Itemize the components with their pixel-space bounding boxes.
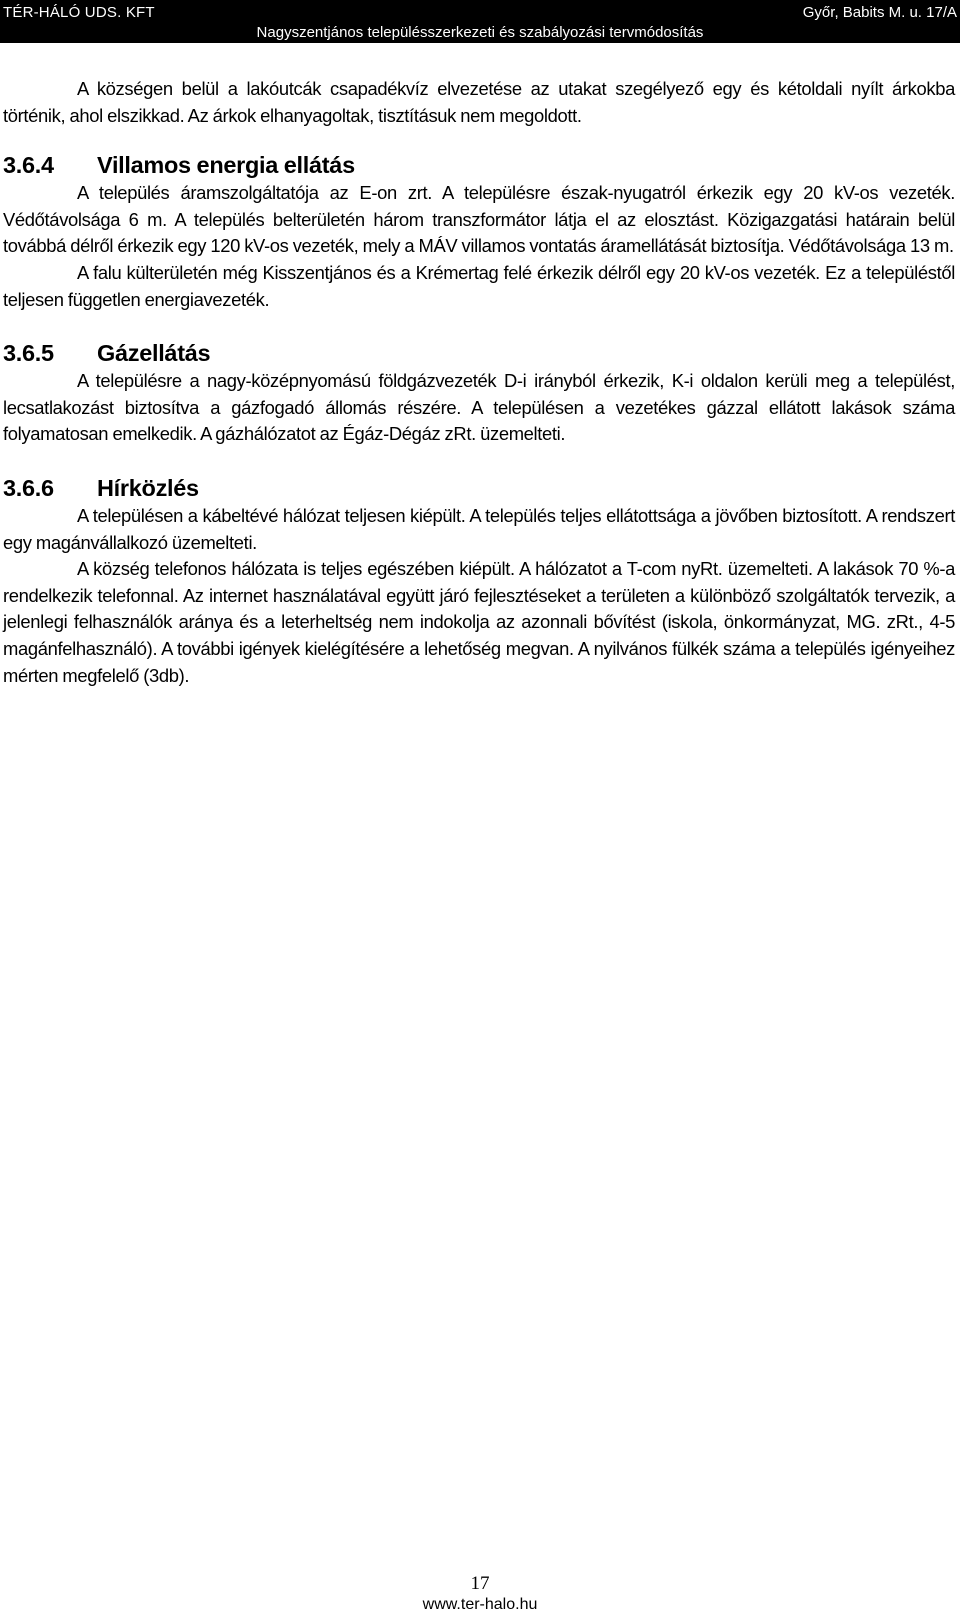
paragraph: A település áramszolgáltatója az E-on zrt. A településre észak-nyugatról érkezik egy 20 kV-os vezeték. Védőtávolsága 6 m. A település belterületén három transzformátor látja el az elosztást. Közigazgatási határain belül továbbá délről érkezik egy 120 kV-os vezeték, mely a MÁV villamos vontatás áramellátását biztosítja. Védőtávolsága 13 m. [3,182,955,257]
paragraph: A településre a nagy-középnyomású földgázvezeték D-i irányból érkezik, K-i oldalon kerüli meg a települést, lecsatlakozást biztosítva a gázfogadó állomás részére. A településen a vezetékes gázzal ellátott lakások száma folyamatosan emelkedik. A gázhálózatot az Égáz-Dégáz zRt. üzemelteti. [3,370,955,445]
section-number: 3.6.5 [3,340,54,367]
section-number: 3.6.4 [3,152,54,179]
paragraph: A község telefonos hálózata is teljes egészében kiépült. A hálózatot a T-com nyRt. üzemelteti. A lakások 70 %-a rendelkezik telefonnal. Az internet használatával együtt járó fejlesztéseket a területen a különböző szolgáltatók tervezik, a jelenlegi felhasználók aránya és a leterheltség nem indokolja az azonnali bővítést (iskola, önkormányzat, MG. zRt., 4-5 magánfelhasználó). A további igények kielégítésére a lehetőség megvan. A nyilvános fülkék száma a település igényeihez mérten megfelelő (3db). [3,558,955,686]
page-header [0,0,960,43]
intro-paragraph: A községen belül a lakóutcák csapadékvíz elvezetése az utakat szegélyező egy és kétoldali nyílt árkokba történik, ahol elszikkad. Az árkok elhanyagoltak, tisztításuk nem megoldott. [3,78,955,126]
page-number: 17 [470,1573,490,1594]
header-document-title: Nagyszentjános településszerkezeti és szabályozási tervmódosítás [256,24,704,41]
section-title: Gázellátás [97,340,211,367]
footer-website: www.ter-halo.hu [422,1596,538,1613]
section-body-telecom [3,503,955,689]
paragraph: A falu külterületén még Kisszentjános és a Krémertag felé érkezik délről egy 20 kV-os vezeték. Ez a településtől teljesen független energiavezeték. [3,261,955,310]
document-body [3,76,955,689]
header-company-name: TÉR-HÁLÓ UDS. KFT [3,4,155,21]
section-heading-power [3,151,955,179]
section-number: 3.6.6 [3,474,54,501]
header-address: Győr, Babits M. u. 17/A [802,4,957,21]
section-title: Villamos energia ellátás [97,152,355,179]
paragraph: A településen a kábeltévé hálózat teljesen kiépült. A település teljes ellátottsága a jövőben biztosított. A rendszert egy magánvállalkozó üzemelteti. [3,504,955,553]
section-heading-gas [3,339,955,367]
section-heading-telecom [3,474,955,502]
section-body-power [3,180,955,313]
section-title: Hírközlés [97,474,199,501]
section-body-gas [3,368,955,448]
